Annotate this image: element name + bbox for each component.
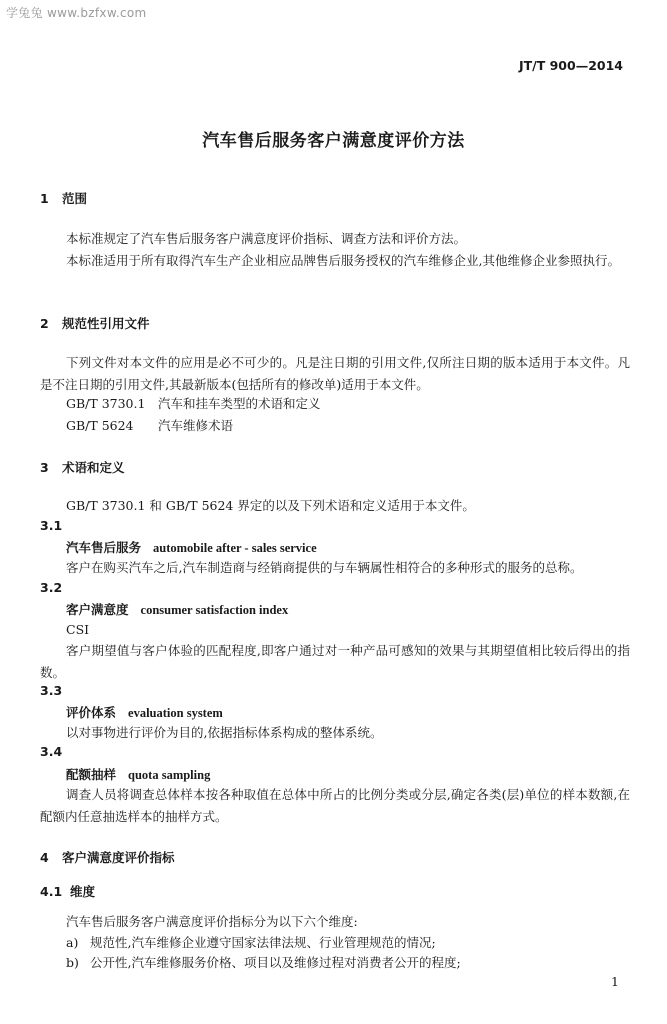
paragraph: GB/T 3730.1 和 GB/T 5624 界定的以及下列术语和定义适用于本文件。 (66, 498, 475, 513)
paragraph: 本标准规定了汽车售后服务客户满意度评价指标、调查方法和评价方法。 (66, 231, 467, 246)
term-number: 3.4 (40, 744, 63, 759)
term-chinese: 客户满意度 (66, 602, 129, 617)
section-2-heading (40, 314, 150, 332)
paragraph: 汽车售后服务客户满意度评价指标分为以下六个维度: (66, 914, 358, 929)
term-definition: 客户期望值与客户体验的匹配程度,即客户通过对一种产品可感知的效果与其期望值相比较后得出的指数。 (40, 643, 630, 680)
term-number: 3.3 (40, 683, 63, 698)
document-title: 汽车售后服务客户满意度评价方法 (202, 131, 465, 151)
reference-item (66, 394, 321, 414)
term-chinese: 配额抽样 (66, 767, 117, 782)
term-abbreviation: CSI (66, 622, 90, 637)
reference-item (66, 416, 233, 436)
paragraph: 本标准适用于所有取得汽车生产企业相应品牌售后服务授权的汽车维修企业,其他维修企业参照执行。 (66, 253, 620, 268)
standard-code: JT/T 900—2014 (518, 58, 623, 73)
subsection-4-1-heading (40, 882, 95, 900)
section-title: 范围 (62, 191, 88, 206)
term-chinese: 汽车售后服务 (66, 540, 142, 555)
term-heading (66, 600, 288, 618)
section-title: 规范性引用文件 (62, 316, 150, 331)
term-number: 3.2 (40, 580, 63, 595)
page-number: 1 (611, 974, 619, 989)
reference-code: GB/T 5624 (66, 418, 134, 433)
term-chinese: 评价体系 (66, 705, 117, 720)
section-number: 1 (40, 191, 49, 206)
term-english: quota sampling (128, 768, 211, 782)
subsection-number: 4.1 (40, 884, 63, 899)
subsection-title: 维度 (70, 884, 96, 899)
paragraph: 下列文件对本文件的应用是必不可少的。凡是注日期的引用文件,仅所注日期的版本适用于本文件。凡是不注日期的引用文件,其最新版本(包括所有的修改单)适用于本文件。 (40, 355, 630, 392)
section-number: 3 (40, 460, 49, 475)
term-english: consumer satisfaction index (140, 603, 289, 617)
list-item (66, 953, 461, 973)
section-1-heading (40, 189, 87, 207)
list-text: 规范性,汽车维修企业遵守国家法律法规、行业管理规范的情况; (90, 935, 436, 950)
list-marker: a) (66, 935, 79, 950)
term-heading (66, 765, 210, 783)
section-title: 术语和定义 (62, 460, 125, 475)
reference-name: 汽车维修术语 (158, 418, 234, 433)
section-title: 客户满意度评价指标 (62, 850, 175, 865)
term-heading (66, 703, 223, 721)
section-number: 4 (40, 850, 49, 865)
list-item (66, 933, 436, 953)
section-number: 2 (40, 316, 49, 331)
section-3-heading (40, 458, 125, 476)
term-english: evaluation system (128, 706, 223, 720)
reference-name: 汽车和挂车类型的术语和定义 (158, 396, 321, 411)
list-marker: b) (66, 955, 79, 970)
term-definition: 调查人员将调查总体样本按各种取值在总体中所占的比例分类或分层,确定各类(层)单位的样本数额,在配额内任意抽选样本的抽样方式。 (40, 787, 630, 824)
reference-code: GB/T 3730.1 (66, 396, 146, 411)
section-4-heading (40, 848, 175, 866)
term-heading (66, 538, 317, 556)
term-definition: 以对事物进行评价为目的,依据指标体系构成的整体系统。 (66, 725, 383, 740)
term-english: automobile after - sales service (153, 541, 317, 555)
term-number: 3.1 (40, 518, 63, 533)
term-definition: 客户在购买汽车之后,汽车制造商与经销商提供的与车辆属性相符合的多种形式的服务的总称。 (66, 560, 583, 575)
watermark: 学兔兔 www.bzfxw.com (6, 6, 147, 20)
list-text: 公开性,汽车维修服务价格、项目以及维修过程对消费者公开的程度; (90, 955, 461, 970)
